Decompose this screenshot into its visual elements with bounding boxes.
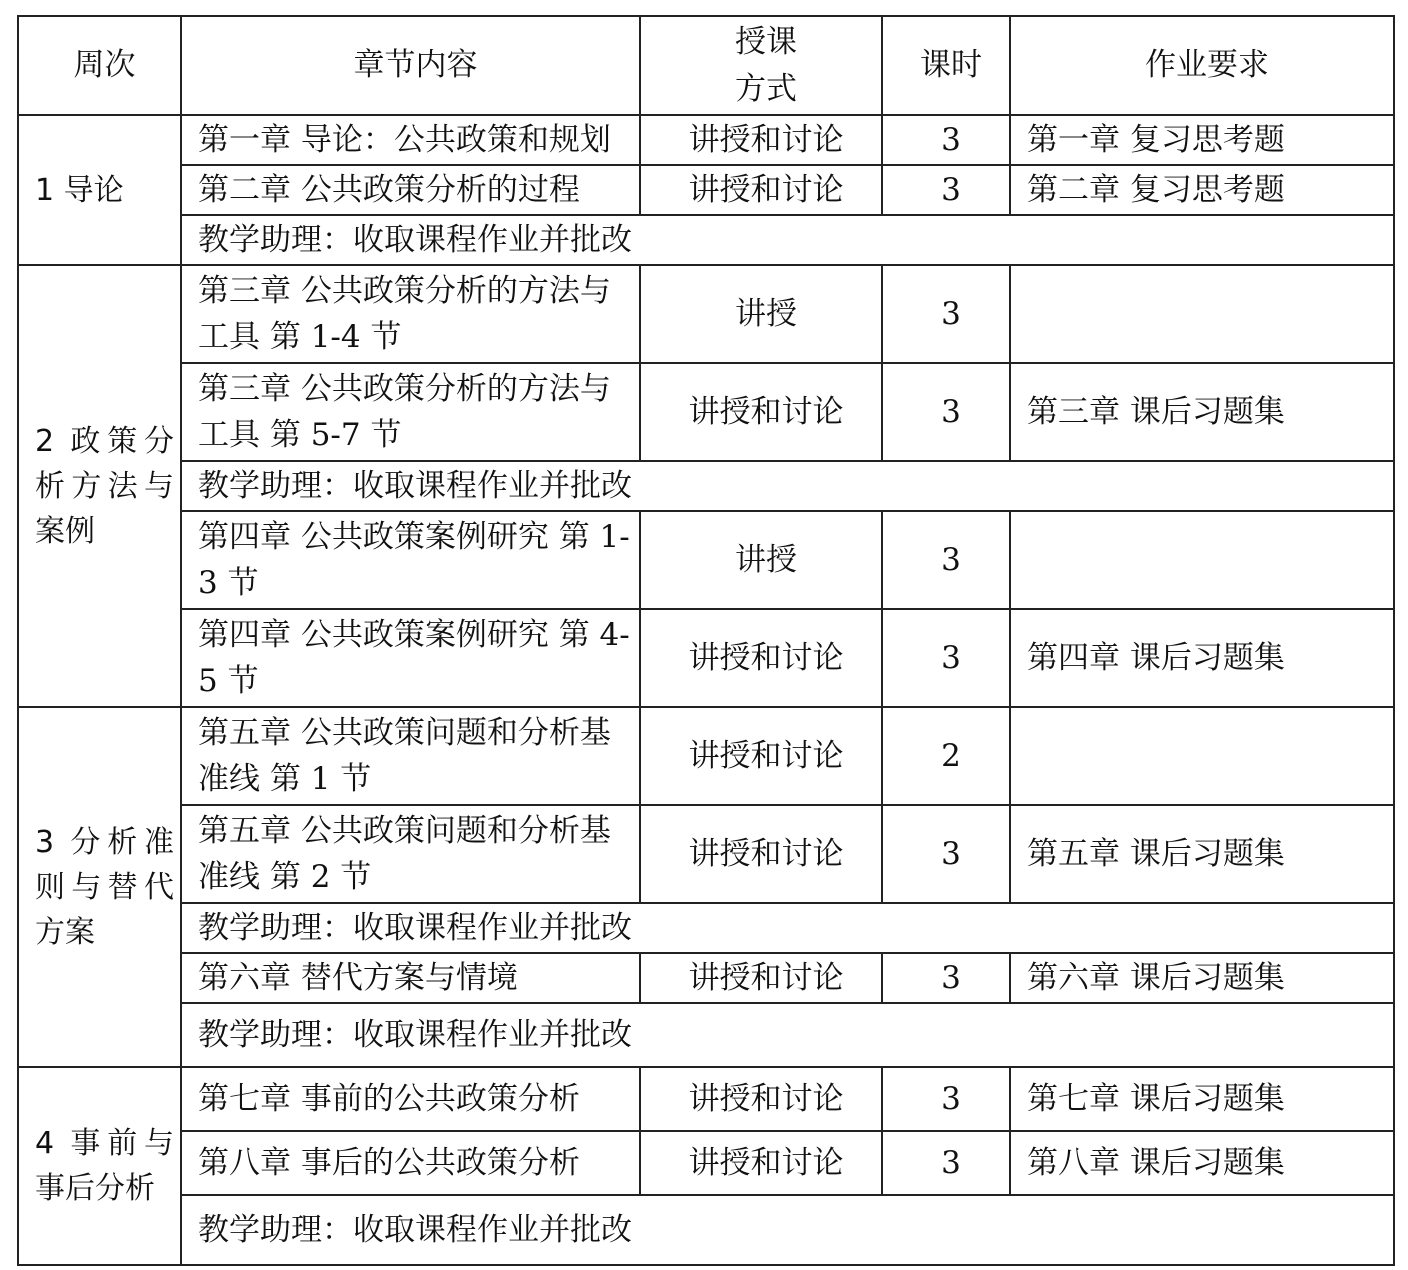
assistant-row: [18, 1195, 1394, 1265]
header-method: [640, 16, 882, 115]
week-label: 4 事前与事后分析: [18, 1067, 181, 1265]
chapter-content: 第四章 公共政策案例研究 第 1-3 节: [181, 511, 640, 609]
class-hours: 3: [882, 165, 1010, 215]
class-hours: 3: [882, 1067, 1010, 1131]
week-label: 3 分析准则与替代方案: [18, 707, 181, 1067]
homework-requirement: 第五章 课后习题集: [1010, 805, 1394, 903]
assistant-note: 教学助理：收取课程作业并批改: [181, 1003, 1394, 1067]
header-homework: 作业要求: [1010, 16, 1394, 115]
table-row: [18, 115, 1394, 165]
teaching-method: 讲授和讨论: [640, 1131, 882, 1195]
header-content: 章节内容: [181, 16, 640, 115]
homework-requirement: 第八章 课后习题集: [1010, 1131, 1394, 1195]
week-label: 2 政策分析方法与案例: [18, 265, 181, 707]
class-hours: 3: [882, 609, 1010, 707]
class-hours: 3: [882, 115, 1010, 165]
teaching-method: 讲授和讨论: [640, 707, 882, 805]
header-row: [18, 16, 1394, 115]
chapter-content: 第三章 公共政策分析的方法与工具 第 5-7 节: [181, 363, 640, 461]
chapter-content: 第四章 公共政策案例研究 第 4-5 节: [181, 609, 640, 707]
homework-requirement: 第二章 复习思考题: [1010, 165, 1394, 215]
assistant-note: 教学助理：收取课程作业并批改: [181, 215, 1394, 265]
table-row: [18, 609, 1394, 707]
table-row: [18, 1131, 1394, 1195]
teaching-method: 讲授和讨论: [640, 115, 882, 165]
table-row: [18, 363, 1394, 461]
homework-requirement: [1010, 707, 1394, 805]
teaching-method: 讲授和讨论: [640, 363, 882, 461]
assistant-note: 教学助理：收取课程作业并批改: [181, 461, 1394, 511]
chapter-content: 第一章 导论：公共政策和规划: [181, 115, 640, 165]
assistant-row: [18, 903, 1394, 953]
homework-requirement: [1010, 265, 1394, 363]
table-row: [18, 953, 1394, 1003]
class-hours: 3: [882, 805, 1010, 903]
chapter-content: 第二章 公共政策分析的过程: [181, 165, 640, 215]
teaching-method: 讲授和讨论: [640, 1067, 882, 1131]
teaching-method: 讲授和讨论: [640, 953, 882, 1003]
chapter-content: 第六章 替代方案与情境: [181, 953, 640, 1003]
homework-requirement: 第一章 复习思考题: [1010, 115, 1394, 165]
table-row: [18, 265, 1394, 363]
assistant-row: [18, 1003, 1394, 1067]
header-method-line2: 方式: [735, 70, 797, 107]
assistant-row: [18, 215, 1394, 265]
header-week: 周次: [18, 16, 181, 115]
chapter-content: 第三章 公共政策分析的方法与工具 第 1-4 节: [181, 265, 640, 363]
class-hours: 3: [882, 265, 1010, 363]
assistant-note: 教学助理：收取课程作业并批改: [181, 1195, 1394, 1265]
header-method-line1: 授课: [735, 24, 797, 60]
class-hours: 3: [882, 1131, 1010, 1195]
class-hours: 2: [882, 707, 1010, 805]
teaching-method: 讲授和讨论: [640, 609, 882, 707]
teaching-method: 讲授: [640, 265, 882, 363]
homework-requirement: 第六章 课后习题集: [1010, 953, 1394, 1003]
chapter-content: 第八章 事后的公共政策分析: [181, 1131, 640, 1195]
teaching-method: 讲授和讨论: [640, 805, 882, 903]
teaching-method: 讲授和讨论: [640, 165, 882, 215]
table-row: [18, 805, 1394, 903]
homework-requirement: 第三章 课后习题集: [1010, 363, 1394, 461]
table-row: [18, 707, 1394, 805]
homework-requirement: [1010, 511, 1394, 609]
class-hours: 3: [882, 511, 1010, 609]
course-schedule-table: [17, 15, 1395, 1266]
chapter-content: 第五章 公共政策问题和分析基准线 第 2 节: [181, 805, 640, 903]
assistant-note: 教学助理：收取课程作业并批改: [181, 903, 1394, 953]
teaching-method: 讲授: [640, 511, 882, 609]
chapter-content: 第七章 事前的公共政策分析: [181, 1067, 640, 1131]
table-row: [18, 165, 1394, 215]
week-label: 1 导论: [18, 115, 181, 265]
header-hours: 课时: [882, 16, 1010, 115]
homework-requirement: 第四章 课后习题集: [1010, 609, 1394, 707]
assistant-row: [18, 461, 1394, 511]
class-hours: 3: [882, 363, 1010, 461]
table-row: [18, 1067, 1394, 1131]
homework-requirement: 第七章 课后习题集: [1010, 1067, 1394, 1131]
class-hours: 3: [882, 953, 1010, 1003]
chapter-content: 第五章 公共政策问题和分析基准线 第 1 节: [181, 707, 640, 805]
table-row: [18, 511, 1394, 609]
